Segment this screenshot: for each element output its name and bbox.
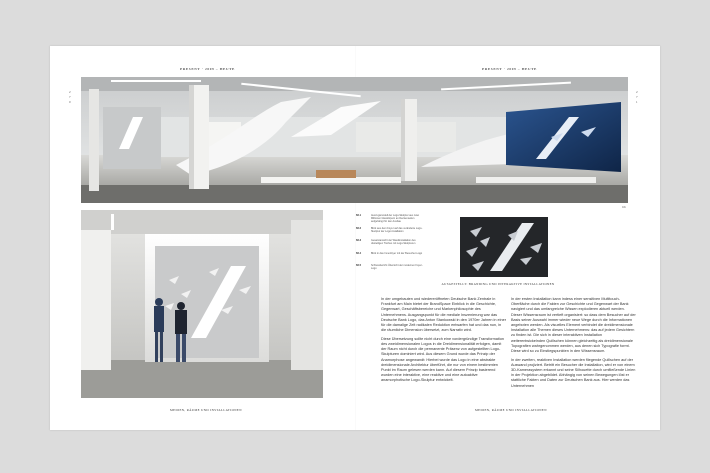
caption-text: Schlussbericht Übersicht der modernen Foyer-Logo (371, 264, 423, 271)
figure-caption (356, 252, 426, 263)
caption-number: 66.2 (356, 226, 362, 230)
running-head-right: PRESENT · 2009 – HEUTE (482, 67, 537, 71)
caption-text: Gesamtansicht der Wandinstallation des dreiteiligen Tisches mit Logo-Skulpturen (371, 239, 416, 246)
figure-caption-list (356, 214, 426, 277)
folio-digit: 1 (636, 100, 638, 104)
body-paragraph: Diese Übersetzung sollte nicht durch eine vordergründige Transformation des zweidimensionalen Logos in die Dreidimensionalität erfolgen, damit der Raum nicht durch die permanente Präsenz von aufgestellten Logo-Skulpturen dominiert wird. Aus diesem Grund wurde das Prinzip der Anamorphose angewandt: Hierbei wurde das Logo in eine abstrakte dreidimensionale Architektur überführt, die nur von einem bestimmten Punkt im Raum gelesen werden kann. Auf diesem Prinzip basierend wurden eine interaktive, eine reaktive und eine autoaktive anamorphotische Logo-Skulptur entwickelt. (381, 336, 505, 383)
installation-visitors-illustration (81, 210, 323, 398)
folio-digit: 2 (636, 90, 638, 94)
body-paragraph: In der umgebauten und wiedereröffneten Deutsche Bank Zentrale in Frankfurt am Main bietet der BrandSpace Einblick in die Geschichte, Gegenwart, Geschäftsbereiche und Markenphilosophie des Unternehmens. Ausgangspunkt für die mediale Inszenierung war das Deutsche Bank Logo, das Anton Stankowski in den 1970er Jahren in einer für die damalige Zeit radikalen Reduktion entwarfen hat und das nun, in die räumliche Dimension übersetzt, zum Narrativ wird. (381, 297, 506, 333)
folio-digit: 0 (69, 100, 71, 104)
body-column-right (511, 297, 636, 392)
caption-number: 66.4 (356, 251, 362, 255)
lobby-panorama-illustration (81, 77, 628, 203)
caption-text: Auszugsmodell der Logo-Skulptur aus zwei Millionen Glaskörpern an Deckenseilen aufgehängt für den Ausbau (371, 214, 419, 224)
caption-text: Blick aus dem Foyer auf das veränderte Logo-Skulptur der Logo-Installation (371, 226, 423, 233)
caption-number: 66.5 (356, 264, 362, 267)
body-paragraph: In der ersten Installation kann indess einer sensitiven Multitouch-Oberfläche durch die Fakten zur Geschichte und Gegenwart der Bank navigiert und das umfangreiche Wissen explodieren aktuell werden. Dieser Wissensraum ist vertieft organisiert: so dass dem Besucher auf der Basis seiner Auswahl immer wieder neue Wege durch die Informationen angeboten werden. Als visuelles Element verbindet die dreidimensionale Installation alle Themen dieses Unternehmens: das auf jedem Gesichtern zu finden ist. Die sich in dieser interaktiven Installation weiterentwickelnden Quillschen können gleichzeitig als dreidimensionale Topografien wahrgenommen werden, aus denen sich Typografie formt. Diese wird so zu Einstiegspunkten in den Wissensraum. (511, 297, 636, 354)
bottom-caption-left: MEDIEN, RÄUME UND INSTALLATIONEN (170, 408, 242, 412)
figure-caption (356, 239, 426, 250)
small-image-caption: AUSGESTELLT: BRANDING UND INTERAKTIVE INSTALLATIONEN (441, 282, 555, 286)
figure-caption (356, 264, 426, 275)
caption-number: 66.3 (356, 239, 362, 242)
folio-right (635, 90, 639, 105)
folio-digit: 7 (69, 95, 71, 99)
folio-digit: 7 (636, 95, 638, 99)
folio-digit: 2 (69, 90, 71, 94)
folio-left (68, 90, 72, 105)
caption-number: 66.1 (356, 214, 362, 217)
body-column-left (381, 297, 506, 387)
lobby-panorama-photo (81, 77, 628, 203)
figure-caption (356, 227, 426, 238)
bottom-caption-right: MEDIEN, RÄUME UND INSTALLATIONEN (475, 408, 547, 412)
caption-text: Blick in das Innenfoyer mit der Besucher-Logo (371, 251, 423, 255)
installation-visitors-photo (81, 210, 323, 398)
book-spread (50, 46, 660, 430)
figure-caption (356, 214, 426, 225)
body-paragraph: In der zweiten, reaktiven Installation werden fliegende Quillschen auf der Auswand projiziert. Betritt ein Besucher die Installation, wird er von einem 3D-Kamerasystem erkannt und seine Silhouette durch umfließende Linien in der Projektion abgebildet. Abhängig von seinen Bewegungen löst er stattliche Fakten und Daten zur Deutschen Bank aus. Hier werden das Unternehmen (511, 357, 636, 388)
logo-screen-illustration (460, 217, 548, 277)
running-head-left: PRESENT · 2009 – HEUTE (180, 67, 235, 71)
plate-number: 66 (622, 205, 626, 209)
logo-screen-photo (460, 217, 548, 277)
